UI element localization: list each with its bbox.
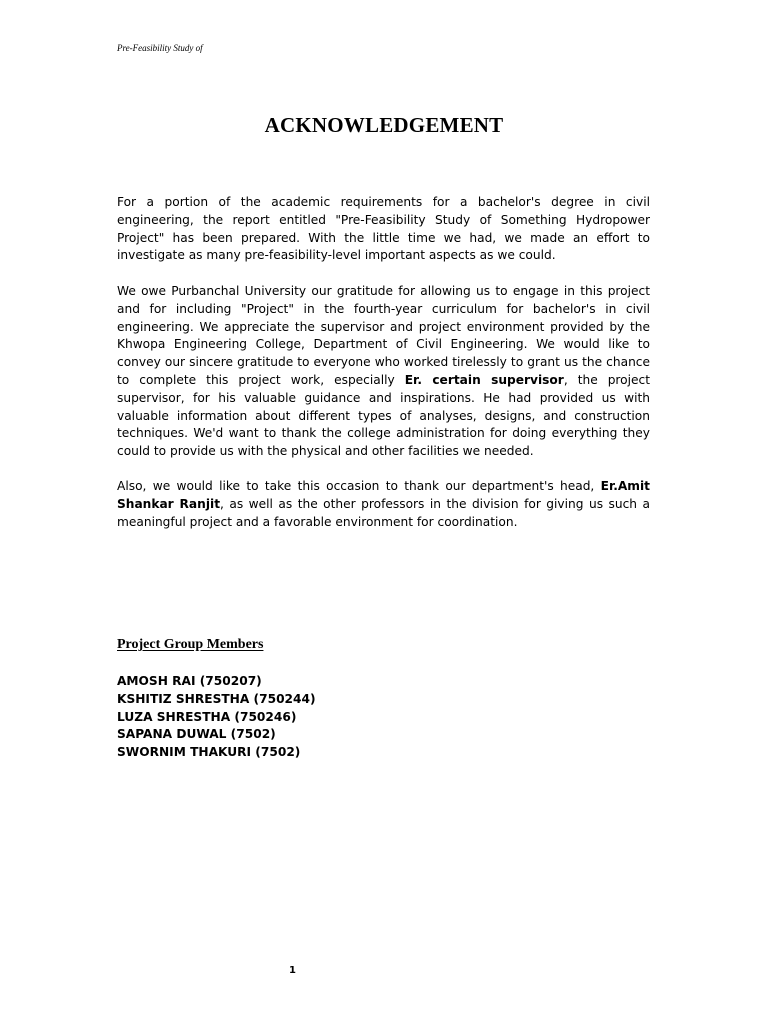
paragraph-3 [117,478,650,531]
paragraph-1-text: For a portion of the academic requirements for a bachelor's degree in civil engineering, the report entitled "Pre-Feasibility Study of Something Hydropower Project" has been prepared. With the little time we had, we made an effort to investigate as many pre-feasibility-level important aspects as we could. [117,195,650,263]
department-head-name: Er.Amit Shankar Ranjit [117,479,650,511]
paragraph-2-part-2: , the project supervisor, for his valuable guidance and inspirations. He had provided us with valuable information about different types of analyses, designs, and construction techniques. We'd want to thank the college administration for doing everything they could to provide us with the physical and other facilities we needed. [117,372,650,459]
paragraph-1 [117,194,650,265]
page-number: 1 [289,965,296,976]
member-item: LUZA SHRESTHA (750246) [117,709,297,724]
member-item: SWORNIM THAKURI (7502) [117,745,301,760]
member-item: KSHITIZ SHRESTHA (750244) [117,691,316,706]
page-title: ACKNOWLEDGEMENT [264,113,504,137]
members-heading: Project Group Members [117,637,264,652]
members-list [117,673,316,762]
paragraph-3-part-1: Also, we would like to take this occasion to thank our department's head, [117,479,601,493]
paragraph-3-part-2: , as well as the other professors in the division for giving us such a meaningful project and a favorable environment for coordination. [117,496,650,529]
running-header: Pre-Feasibility Study of [117,43,203,53]
supervisor-name: Er. certain supervisor [404,372,564,387]
member-item: SAPANA DUWAL (7502) [117,727,276,742]
paragraph-2 [117,283,650,461]
member-item: AMOSH RAI (750207) [117,674,262,688]
paragraph-2-part-1: We owe Purbanchal University our gratitude for allowing us to engage in this project and for including "Project" in the fourth-year curriculum for bachelor's in civil engineering. We appreciate the supervisor and project environment provided by the Khwopa Engineering College, Department of Civil Engineering. We would like to convey our sincere gratitude to everyone who worked tirelessly to grant us the chance to complete this project work, especially [117,284,650,387]
